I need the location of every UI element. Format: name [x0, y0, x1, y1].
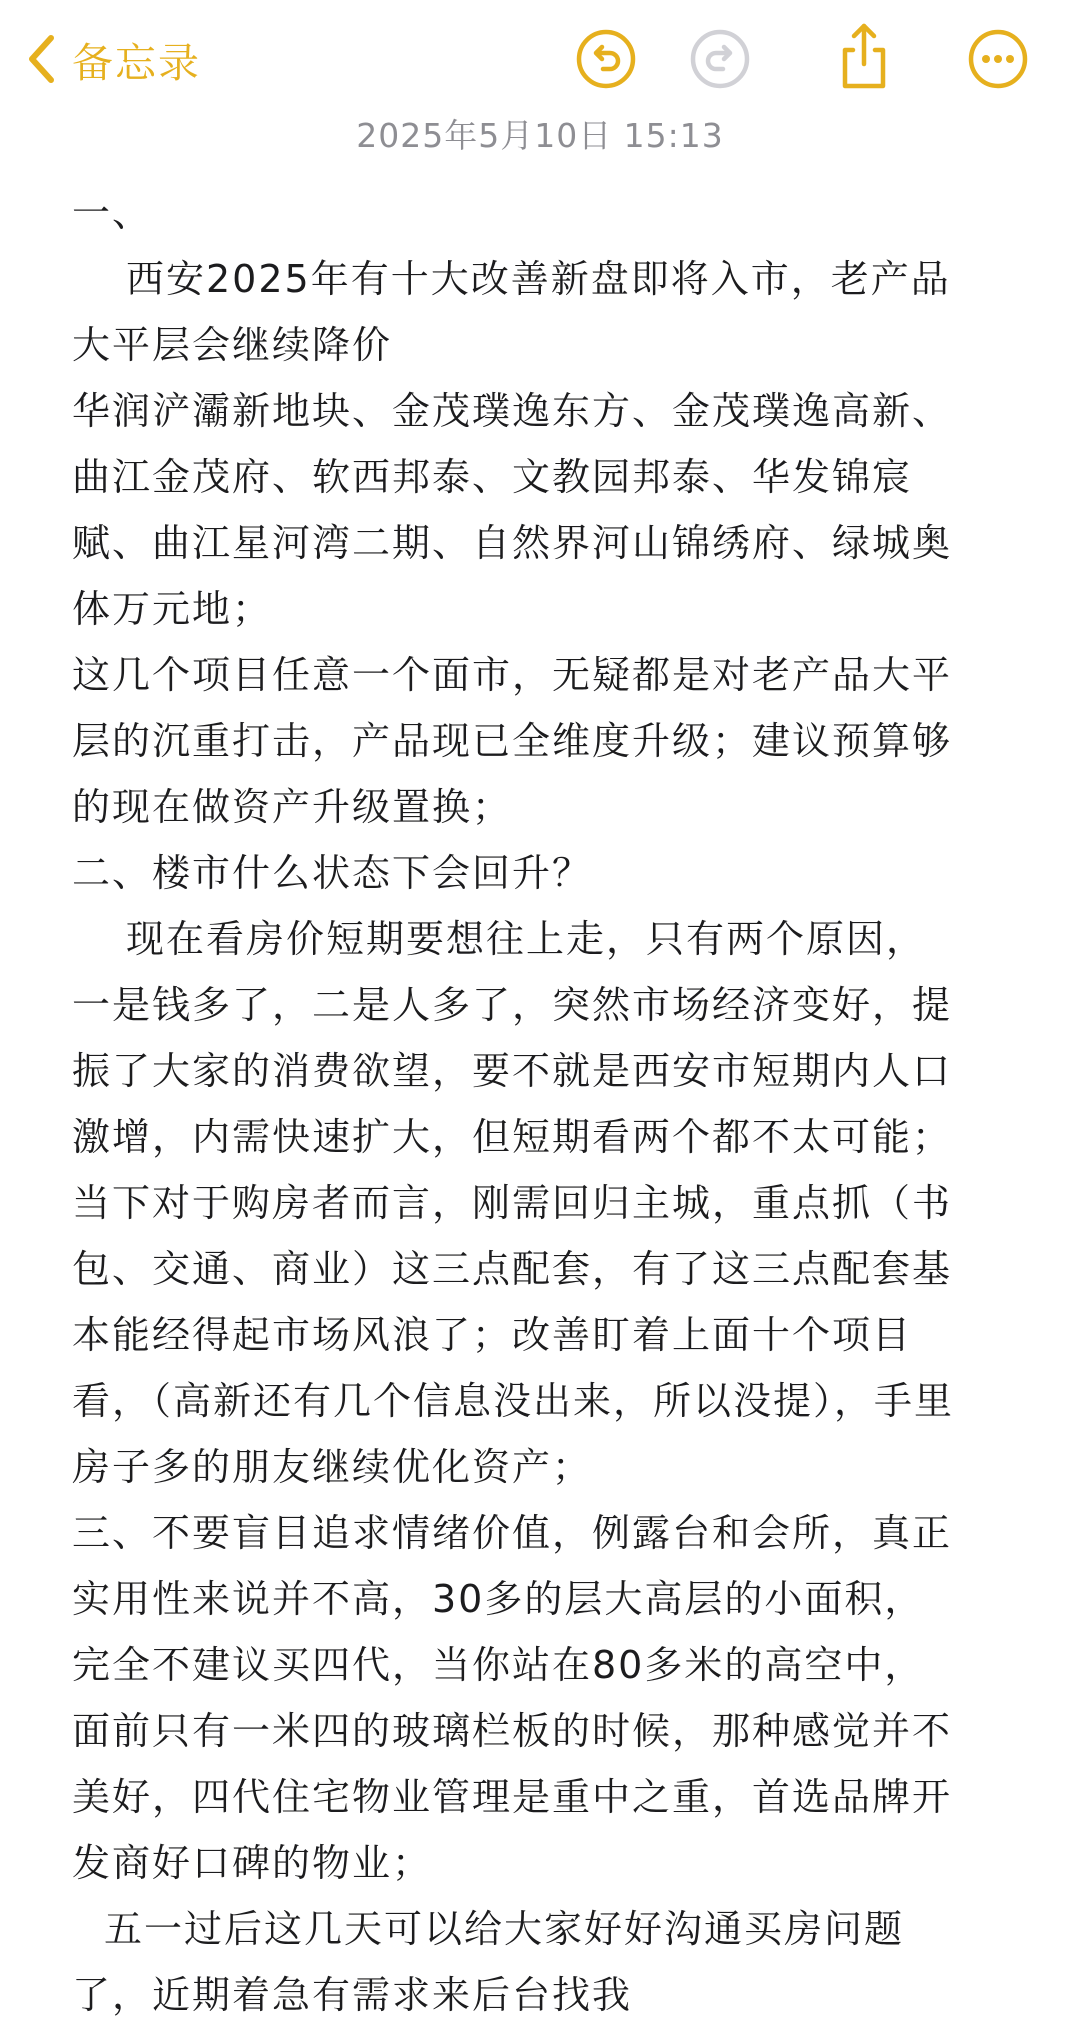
- note-line: 看，（高新还有几个信息没出来，所以没提），手里: [72, 1379, 955, 1423]
- note-line: 了，近期着急有需求来后台找我: [72, 1973, 633, 2017]
- note-line: 赋、曲江星河湾二期、自然界河山锦绣府、绿城奥: [72, 521, 953, 565]
- note-line: 五一过后这几天可以给大家好好沟通买房问题: [104, 1907, 905, 1951]
- note-line: 振了大家的消费欲望，要不就是西安市短期内人口: [72, 1049, 953, 1093]
- undo-icon: [573, 26, 639, 92]
- note-line: 完全不建议买四代，当你站在80多米的高空中，: [72, 1643, 925, 1687]
- note-body[interactable]: [72, 180, 1032, 2028]
- more-button[interactable]: [965, 26, 1031, 92]
- note-line: 美好，四代住宅物业管理是重中之重，首选品牌开: [72, 1775, 953, 1819]
- navigation-bar: [0, 0, 1080, 118]
- note-line: 房子多的朋友继续优化资产；: [72, 1445, 593, 1489]
- redo-icon: [687, 26, 753, 92]
- note-line: 三、不要盲目追求情绪价值，例露台和会所，真正: [72, 1511, 953, 1555]
- note-line: 西安2025年有十大改善新盘即将入市，老产品: [126, 257, 951, 301]
- note-line: 一、: [72, 191, 153, 235]
- chevron-left-icon: [26, 34, 56, 84]
- note-line: 曲江金茂府、软西邦泰、文教园邦泰、华发锦宸: [72, 455, 913, 499]
- note-line: 实用性来说并不高，30多的层大高层的小面积，: [72, 1577, 925, 1621]
- note-line: 本能经得起市场风浪了；改善盯着上面十个项目: [72, 1313, 913, 1357]
- back-label: 备忘录: [72, 38, 201, 87]
- note-line: 大平层会继续降价: [72, 323, 393, 367]
- note-line: 包、交通、商业）这三点配套，有了这三点配套基: [72, 1247, 953, 1291]
- undo-button[interactable]: [573, 26, 639, 92]
- note-line: 发商好口碑的物业；: [72, 1841, 433, 1885]
- note-line: 面前只有一米四的玻璃栏板的时候，那种感觉并不: [72, 1709, 953, 1753]
- share-icon: [831, 20, 897, 92]
- note-timestamp: 2025年5月10日 15:13: [356, 116, 724, 155]
- note-line: 二、楼市什么状态下会回升？: [72, 851, 593, 895]
- note-line: 华润浐灞新地块、金茂璞逸东方、金茂璞逸高新、: [72, 389, 953, 433]
- note-line: 激增，内需快速扩大，但短期看两个都不太可能；: [72, 1115, 953, 1159]
- note-line: 的现在做资产升级置换；: [72, 785, 513, 829]
- back-button[interactable]: [26, 24, 201, 94]
- note-line: 层的沉重打击，产品现已全维度升级；建议预算够: [72, 719, 953, 763]
- note-line: 当下对于购房者而言，刚需回归主城，重点抓（书: [72, 1181, 953, 1225]
- share-button[interactable]: [831, 20, 897, 86]
- note-line: 一是钱多了，二是人多了，突然市场经济变好，提: [72, 983, 953, 1027]
- more-icon: [965, 26, 1031, 92]
- redo-button[interactable]: [687, 26, 753, 92]
- note-line: 这几个项目任意一个面市，无疑都是对老产品大平: [72, 653, 953, 697]
- note-line: 现在看房价短期要想往上走，只有两个原因，: [126, 917, 927, 961]
- note-line: 体万元地；: [72, 587, 273, 631]
